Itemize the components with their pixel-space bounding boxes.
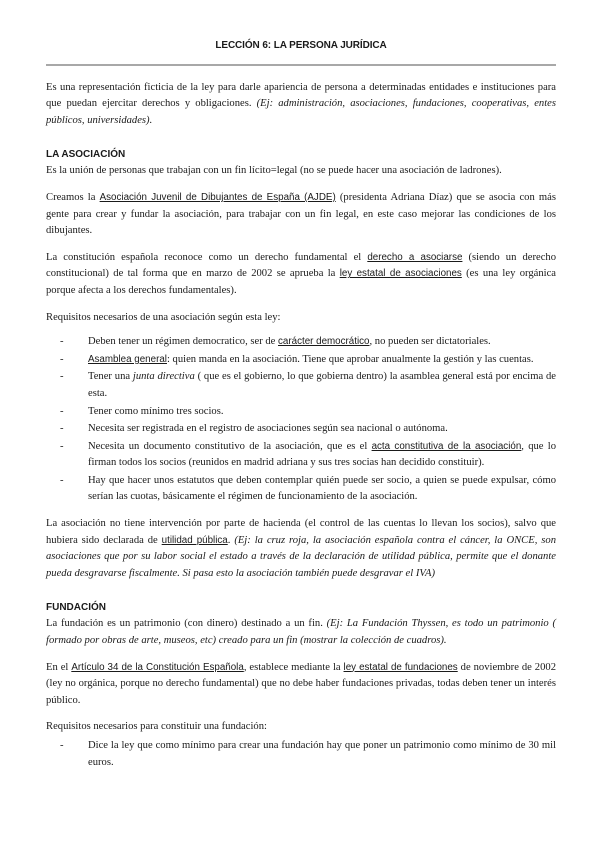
text-run: Tener una (88, 371, 133, 383)
text-run: de noviembre de 2002 (ley no orgánica, porque no derecho fundamental) que no debe haber fundaciones privadas, todas deben tener un interés público. (46, 661, 556, 706)
text-run: Requisitos necesarios de una asociación según esta ley: (46, 311, 281, 323)
underlined-term: Asamblea general (88, 353, 167, 365)
paragraph (46, 516, 556, 582)
text-run: Necesita un documento constitutivo de la asociación, que es el (88, 440, 372, 452)
document-body (46, 80, 556, 772)
italic-text: (Ej: administración, asociaciones, fundaciones, cooperativas, entes públicos, universidades). (46, 98, 556, 126)
text-run: Es una representación ficticia de la ley para darle apariencia de persona a determinadas entidades e instituciones para que puedan ejercitar derechos y obligaciones. (46, 81, 556, 110)
list-item (46, 404, 556, 421)
text-run: . (227, 534, 235, 546)
paragraph (46, 719, 556, 736)
underlined-term: carácter democrático (278, 336, 370, 348)
underlined-term: Artículo 34 de la Constitución Española (71, 661, 244, 673)
title-divider (46, 64, 556, 66)
document-page (46, 38, 556, 772)
underlined-term: ley estatal de asociaciones (339, 268, 462, 280)
underlined-term: ley estatal de fundaciones (343, 661, 458, 673)
bullet-list (46, 334, 556, 506)
text-run: Es la unión de personas que trabajan con un fin lícito=legal (no se puede hacer una asociación de ladrones). (46, 165, 502, 177)
list-item (46, 369, 556, 402)
text-run: (siendo un derecho constitucional) de tal forma que en marzo de 2002 se aprueba la (46, 251, 556, 280)
text-run: La constitución española reconoce como un derecho fundamental el (46, 251, 368, 263)
text-run: Requisitos necesarios para constituir una fundación: (46, 721, 267, 733)
text-run: Hay que hacer unos estatutos que deben contemplar quién puede ser socio, a quien se puede expulsar, cómo serían las cuotas, básicamente el régimen de funcionamiento de la asociación. (88, 474, 556, 503)
bullet-list (46, 738, 556, 771)
text-run: Dice la ley que como mínimo para crear una fundación hay que poner un patrimonio como mínimo de 30 mil euros. (88, 740, 556, 768)
text-run: La fundación es un patrimonio (con dinero) destinado a un fin. (46, 618, 327, 630)
underlined-term: derecho a asociarse (367, 251, 463, 263)
underlined-term: acta constitutiva de la asociación (371, 440, 522, 452)
underlined-term: Asociación Juvenil de Dibujantes de España (AJDE) (99, 191, 336, 203)
italic-text: junta directiva (132, 371, 195, 383)
paragraph (46, 163, 556, 180)
text-run: ( que es el gobierno, lo que gobierna dentro) la asamblea general está por encima de esta. (88, 371, 556, 399)
italic-text: (Ej: La Fundación Thyssen, es todo un patrimonio ( formado por obras de arte, museos, etc) creado para un fin (mostrar la colección de cuadros). (46, 618, 556, 647)
italic-text: (Ej: la cruz roja, la asociación española contra el cáncer, la ONCE, son asociaciones que por su labor social el estado a través de la declaración de utilidad pública, permite que el donante pueda desgravarse fiscalmente. Si pasa esto la asociación también puede desgravar el IVA) (46, 534, 556, 579)
list-item (46, 473, 556, 506)
text-run: La asociación no tiene intervención por parte de hacienda (el control de las cuentas lo llevan los socios), salvo que hubiera sido declarada de (46, 518, 556, 546)
paragraph (46, 660, 556, 710)
paragraph (46, 190, 556, 240)
list-item (46, 334, 556, 351)
section-heading (46, 147, 556, 163)
paragraph (46, 250, 556, 300)
paragraph (46, 80, 556, 130)
section-heading (46, 600, 556, 616)
text-run: Tener como mínimo tres socios. (88, 405, 224, 417)
page-title: LECCIÓN 6: LA PERSONA JURÍDICA (215, 40, 387, 51)
text-run: (es una ley orgánica porque afecta a los derechos fundamentales). (46, 268, 556, 296)
list-item (46, 421, 556, 438)
text-run: , que lo firman todos los socios (reunidos en madrid adriana y sus tres socias han decidido constituir). (88, 440, 556, 469)
list-item (46, 439, 556, 472)
text-run: Necesita ser registrada en el registro de asociaciones según sea nacional o autónoma. (88, 423, 448, 435)
text-run: FUNDACIÓN (46, 602, 106, 614)
underlined-term: utilidad pública (161, 534, 228, 546)
paragraph (46, 616, 556, 649)
text-run: En el (46, 661, 72, 673)
text-run: LA ASOCIACIÓN (46, 149, 126, 161)
text-run: , no pueden ser dictatoriales. (369, 336, 491, 348)
list-item (46, 738, 556, 771)
text-run: : quien manda en la asociación. Tiene que aprobar anualmente la gestión y las cuentas. (166, 353, 534, 365)
text-run: , establece mediante la (243, 661, 344, 673)
text-run: Creamos la (46, 191, 100, 203)
paragraph (46, 310, 556, 327)
text-run: (presidenta Adriana Díaz) que se asocia con más gente para crear y fundar la asociación, para trabajar con un fin legal, en este caso mejorar las condiciones de los dibujantes. (46, 191, 556, 237)
text-run: Deben tener un régimen democratico, ser de (88, 336, 279, 348)
list-item (46, 352, 556, 369)
